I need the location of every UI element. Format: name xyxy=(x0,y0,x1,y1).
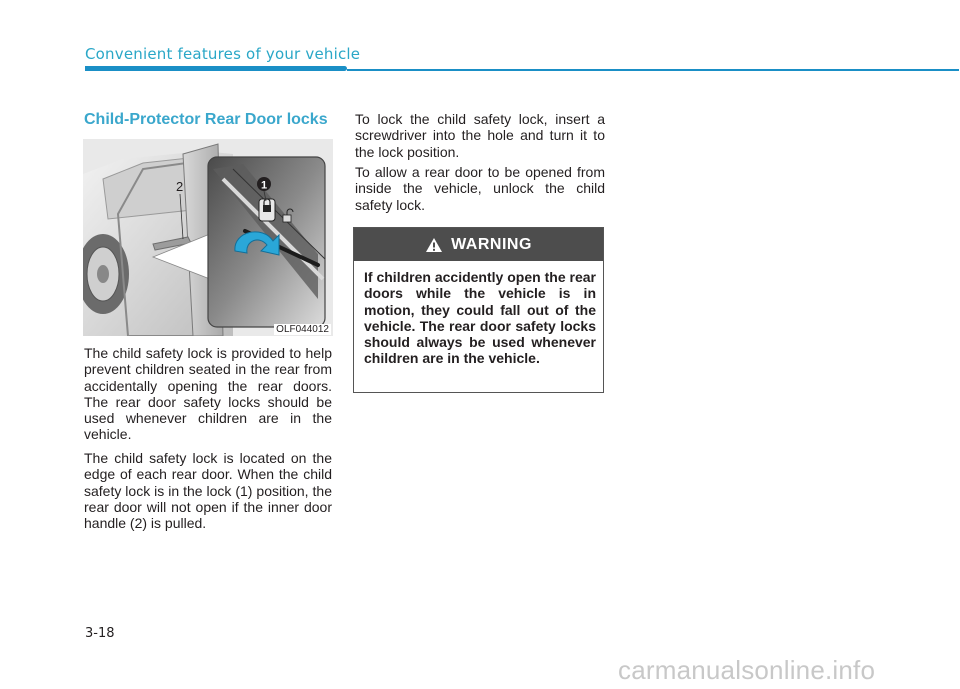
warning-text: If children accidently open the rear doors while the vehicle is in motion, they could fall out of the vehicle. The rear door safety locks should always be used whenever children are in the vehicle. xyxy=(364,269,596,367)
chapter-title: Convenient features of your vehicle xyxy=(85,45,361,63)
callout-2: 2 xyxy=(176,179,184,194)
figure-code: OLF044012 xyxy=(276,324,329,335)
paragraph-lock-instructions: To lock the child safety lock, insert a screwdriver into the hole and turn it to the lock position. xyxy=(355,111,605,160)
chapter-title-bar xyxy=(85,66,347,71)
warning-triangle-icon xyxy=(425,237,443,253)
warning-box xyxy=(353,227,604,393)
paragraph-unlock-instructions: To allow a rear door to be opened from inside the vehicle, unlock the child safety lock. xyxy=(355,164,605,213)
header-rule xyxy=(347,69,959,71)
child-lock-illustration xyxy=(83,139,333,336)
warning-header xyxy=(354,228,603,261)
warning-title: WARNING xyxy=(451,235,532,253)
car-door-drawing xyxy=(83,139,333,336)
callout-1: 1 xyxy=(261,179,268,192)
paragraph-purpose: The child safety lock is provided to help prevent children seated in the rear from accidentally opening the rear doors. The rear door safety locks should be used whenever children are in the vehicle. xyxy=(84,345,332,443)
section-title: Child-Protector Rear Door locks xyxy=(84,111,328,128)
page-number: 3-18 xyxy=(85,626,115,641)
watermark: carmanualsonline.info xyxy=(618,655,876,685)
paragraph-location: The child safety lock is located on the edge of each rear door. When the child safety lock is in the lock (1) position, the rear door will not open if the inner door handle (2) is pulled. xyxy=(84,450,332,532)
